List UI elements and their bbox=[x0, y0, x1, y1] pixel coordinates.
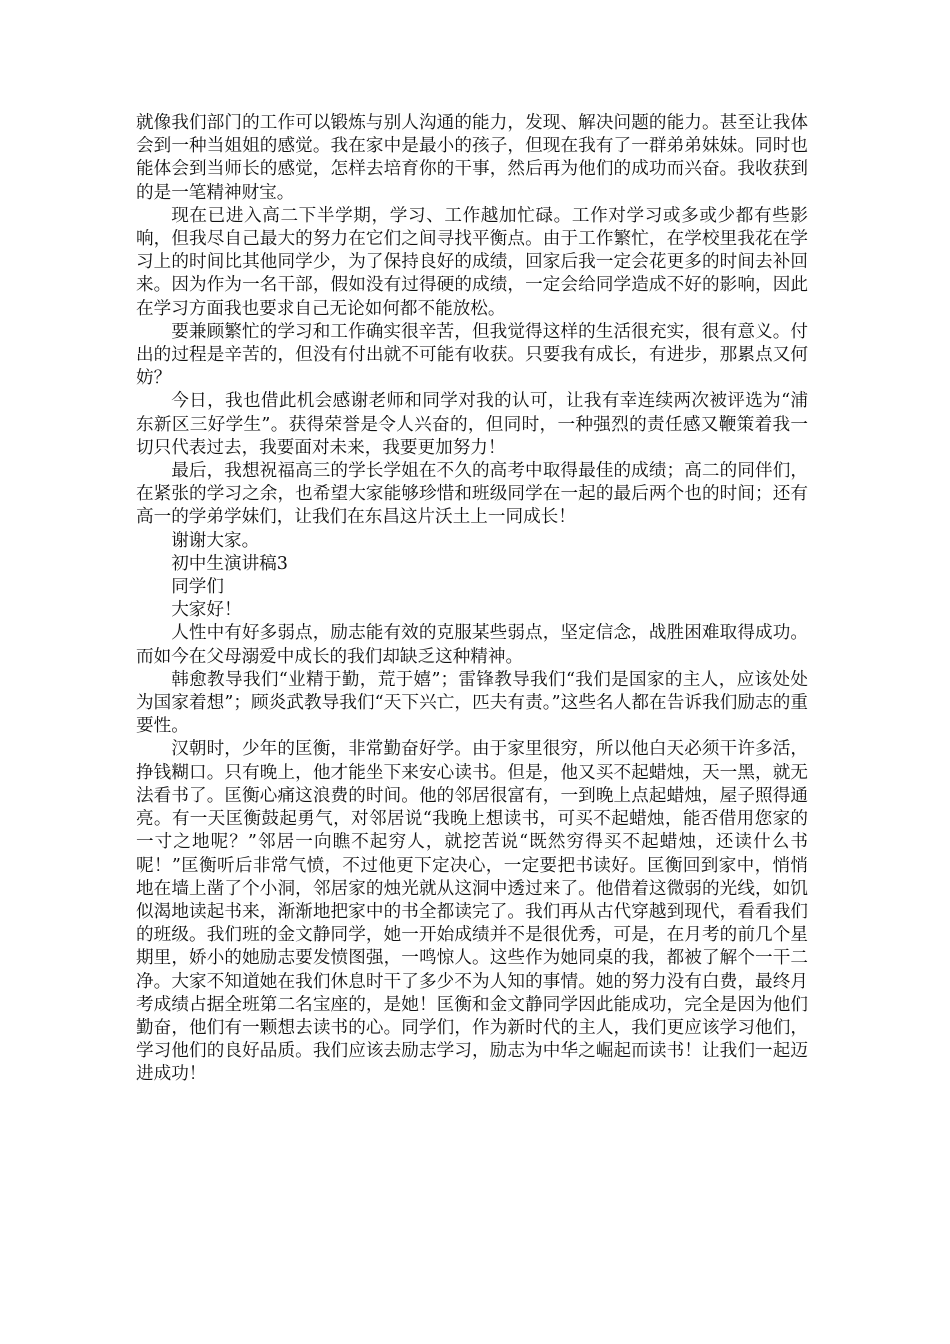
paragraph: 人性中有好多弱点，励志能有效的克服某些弱点，坚定信念，战胜困难取得成功。而如今在父母溺爱中成长的我们却缺乏这种精神。 bbox=[136, 623, 808, 667]
paragraph: 要兼顾繁忙的学习和工作确实很辛苦，但我觉得这样的生活很充实，很有意义。付出的过程是辛苦的，但没有付出就不可能有收获。只要我有成长，有进步，那累点又何妨？ bbox=[136, 321, 808, 389]
paragraph: 韩愈教导我们“业精于勤，荒于嬉”；雷锋教导我们“我们是国家的主人，应该处处为国家着想”；顾炎武教导我们“天下兴亡，匹夫有责。”这些名人都在告诉我们励志的重要性。 bbox=[136, 669, 808, 737]
closing-line: 谢谢大家。 bbox=[171, 530, 260, 551]
paragraph: 就像我们部门的工作可以锻炼与别人沟通的能力，发现、解决问题的能力。甚至让我体会到一种当姐姐的感觉。我在家中是最小的孩子，但现在我有了一群弟弟妹妹。同时也能体会到当师长的感觉，怎样去培育你的干事，然后再为他们的成功而兴奋。我收获到的是一笔精神财宝。 bbox=[136, 113, 808, 203]
salutation: 同学们 bbox=[171, 577, 224, 598]
paragraph: 最后，我想祝福高三的学长学姐在不久的高考中取得最佳的成绩；高二的同伴们，在紧张的学习之余，也希望大家能够珍惜和班级同学在一起的最后两个也的时间；还有高一的学弟学妹们，让我们在东昌这片沃土上一同成长！ bbox=[136, 461, 808, 528]
greeting: 大家好！ bbox=[171, 600, 242, 621]
paragraph: 现在已进入高二下半学期，学习、工作越加忙碌。工作对学习或多或少都有些影响，但我尽自己最大的努力在它们之间寻找平衡点。由于工作繁忙，在学校里我花在学习上的时间比其他同学少，为了保持良好的成绩，回家后我一定会花更多的时间去补回来。因为作为一名干部，假如没有过得硬的成绩，一定会给同学造成不好的影响，因此在学习方面我也要求自己无论如何都不能放松。 bbox=[136, 205, 808, 319]
paragraph: 汉朝时，少年的匡衡，非常勤奋好学。由于家里很穷，所以他白天必须干许多活，挣钱糊口。只有晚上，他才能坐下来安心读书。但是，他又买不起蜡烛，天一黑，就无法看书了。匡衡心痛这浪费的时间。他的邻居很富有，一到晚上点起蜡烛，屋子照得通亮。有一天匡衡鼓起勇气，对邻居说“我晚上想读书，可买不起蜡烛，能否借用您家的一寸之地呢？”邻居一向瞧不起穷人，就挖苦说“既然穷得买不起蜡烛，还读什么书呢！”匡衡听后非常气愤，不过他更下定决心，一定要把书读好。匡衡回到家中，悄悄地在墙上凿了个小洞，邻居家的烛光就从这洞中透过来了。他借着这微弱的光线，如饥似渴地读起书来，渐渐地把家中的书全都读完了。我们再从古代穿越到现代，看看我们的班级。我们班的金文静同学，她一开始成绩并不是很优秀，可是，在月考的前几个星期里，娇小的她励志要发愤图强，一鸣惊人。这些作为她同桌的我，都被了解个一干二净。大家不知道她在我们休息时干了多少不为人知的事情。她的努力没有白费，最终月考成绩占据全班第二名宝座的，是她！匡衡和金文静同学因此能成功，完全是因为他们勤奋，他们有一颗想去读书的心。同学们，作为新时代的主人，我们更应该学习他们，学习他们的良好品质。我们应该去励志学习，励志为中华之崛起而读书！让我们一起迈进成功！ bbox=[136, 739, 808, 1085]
paragraph: 今日，我也借此机会感谢老师和同学对我的认可，让我有幸连续两次被评选为“浦东新区三好学生”。获得荣誉是令人兴奋的，但同时，一种强烈的责任感又鞭策着我一切只代表过去，我要面对未来，我要更加努力！ bbox=[136, 391, 808, 458]
document-body bbox=[136, 112, 808, 1087]
section-title: 初中生演讲稿3 bbox=[171, 553, 288, 574]
